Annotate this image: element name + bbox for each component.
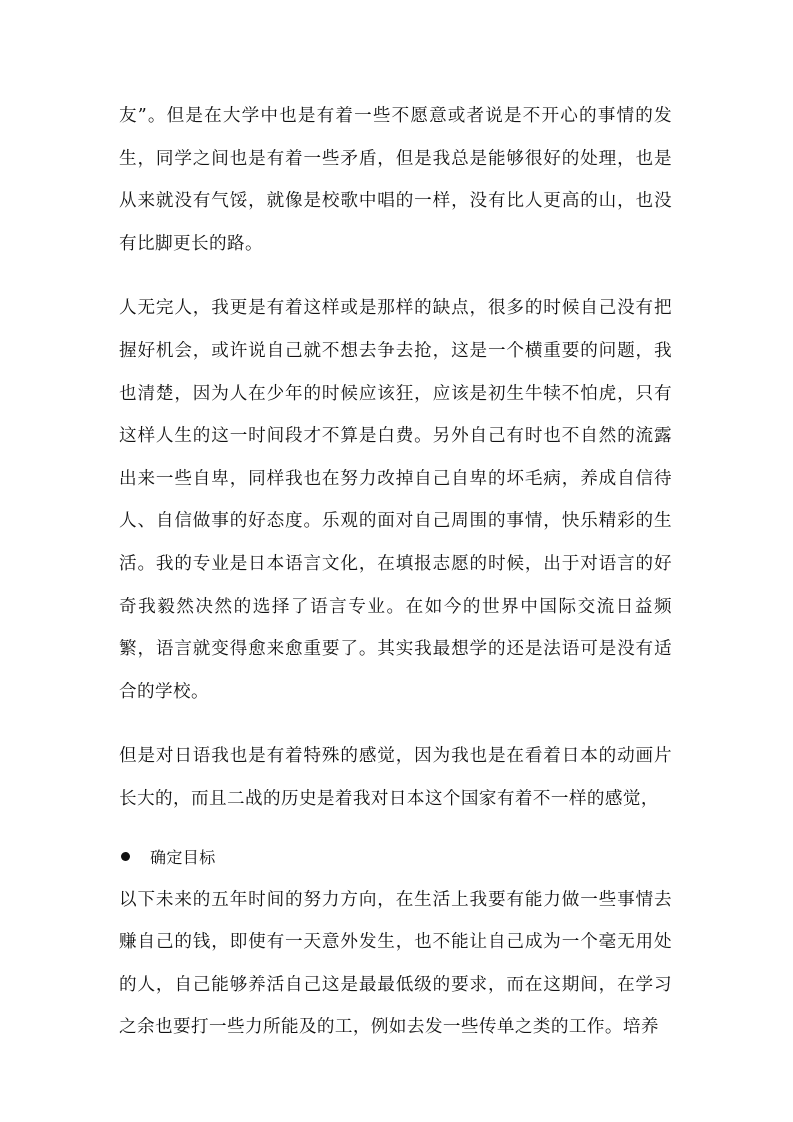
paragraph-3: 但是对日语我也是有着特殊的感觉，因为我也是在看着日本的动画片长大的，而且二战的历史是着我对日本这个国家有着不一样的感觉， [119,746,672,809]
document-body [119,95,672,1049]
bullet-item [119,839,672,875]
bullet-icon [121,852,130,861]
bullet-text: 确定目标 [150,848,216,867]
paragraph-2: 人无完人，我更是有着这样或是那样的缺点，很多的时候自己没有把握好机会，或许说自己就不想去争去抢，这是一个横重要的问题，我也清楚，因为人在少年的时候应该狂，应该是初生牛犊不怕虎，只有这样人生的这一时间段才不算是白费。另外自己有时也不自然的流露出来一些自卑，同样我也在努力改掉自己自卑的坏毛病，养成自信待人、自信做事的好态度。乐观的面对自己周围的事情，快乐精彩的生活。我的专业是日本语言文化，在填报志愿的时候，出于对语言的好奇我毅然决然的选择了语言专业。在如今的世界中国际交流日益频繁，语言就变得愈来愈重要了。其实我最想学的还是法语可是没有适合的学校。 [119,298,672,702]
paragraph-4: 以下未来的五年时间的努力方向，在生活上我要有能力做一些事情去赚自己的钱，即使有一天意外发生，也不能让自己成为一个毫无用处的人，自己能够养活自己这是最最低级的要求，而在这期间，在学习之余也要打一些力所能及的工，例如去发一些传单之类的工作。培养 [119,889,672,1038]
paragraph-1: 友”。但是在大学中也是有着一些不愿意或者说是不开心的事情的发生，同学之间也是有着一些矛盾，但是我总是能够很好的处理，也是从来就没有气馁，就像是校歌中唱的一样，没有比人更高的山，也没有比脚更长的路。 [119,106,672,254]
